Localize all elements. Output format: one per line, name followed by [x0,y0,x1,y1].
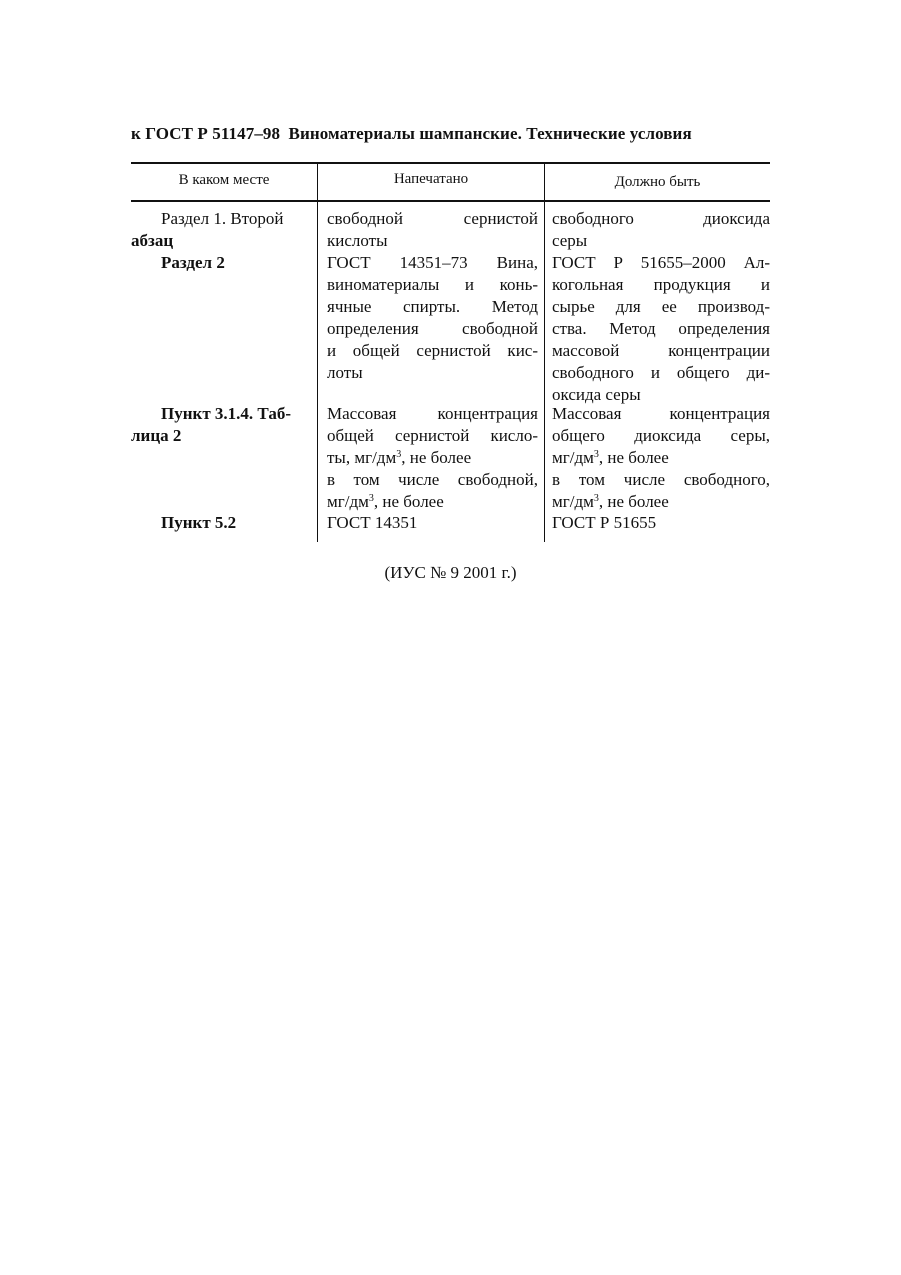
column-header-should-be: Должно быть [614,174,701,190]
cell-line: определения свободной [327,319,538,338]
table-row-4-printed [327,512,538,534]
cell-line: ГОСТ 14351 [327,513,418,532]
cell-line: общей сернистой кисло- [327,426,538,445]
cell-line: виноматериалы и конь- [327,275,538,294]
column-header-place: В каком месте [178,172,270,188]
cell-line: Раздел 2 [161,253,225,272]
table-row-1-place [131,208,311,252]
column-header-printed: Напечатано [393,171,469,187]
cell-line: и общей сернистой кис- [327,341,538,360]
cell-line: в том числе свободного, [552,470,770,489]
cell-line [327,491,538,513]
table-row-2-should-be [552,252,770,406]
cell-line: абзац [131,231,174,250]
superscript: 3 [593,449,599,460]
cell-text: , не более [598,492,669,511]
cell-text: , не более [373,492,444,511]
cell-line: кислоты [327,231,388,250]
cell-text: мг/дм [552,448,594,467]
table-row-1-printed [327,208,538,252]
cell-line: общего диоксида серы, [552,426,770,445]
cell-line: ГОСТ Р 51655 [552,513,657,532]
table-row-2-place [131,252,311,274]
column-divider [317,163,318,542]
table-row-4-place [131,512,311,534]
source-note: (ИУС № 9 2001 г.) [384,563,517,582]
cell-line: сырье для ее производ- [552,297,770,316]
table-row-3-place [131,403,311,447]
cell-text: , не более [401,448,472,467]
cell-line [552,491,770,513]
cell-line: оксида серы [552,385,641,404]
cell-line: свободного и общего ди- [552,363,770,382]
cell-text: , не более [598,448,669,467]
page-title [131,124,771,144]
cell-line: Массовая концентрация [552,404,770,423]
cell-line: ячные спирты. Метод [327,297,538,316]
cell-line: ства. Метод определения [552,319,770,338]
cell-line [327,447,538,469]
cell-line: Массовая концентрация [327,404,538,423]
table-row-3-should-be [552,403,770,513]
superscript: 3 [368,493,374,504]
superscript: 3 [593,493,599,504]
table-header-rule [131,200,770,202]
cell-line: в том числе свободной, [327,470,538,489]
cell-text: мг/дм [552,492,594,511]
column-divider [544,163,545,542]
cell-text: мг/дм [327,492,369,511]
document-name: Виноматериалы шампанские. Технические условия [288,124,692,143]
cell-line: серы [552,231,588,250]
table-row-1-should-be [552,208,770,252]
cell-line: Пункт 5.2 [161,513,237,532]
cell-line: ГОСТ 14351–73 Вина, [327,253,538,272]
cell-line: свободной сернистой [327,209,538,228]
cell-line: массовой концентрации [552,341,770,360]
document-reference: к ГОСТ Р 51147–98 [131,124,281,143]
cell-text: ты, мг/дм [327,448,397,467]
cell-line: лоты [327,363,363,382]
cell-line [552,447,770,469]
cell-line: Раздел 1. Второй [161,209,284,228]
cell-line: свободного диоксида [552,209,770,228]
cell-line: ГОСТ Р 51655–2000 Ал- [552,253,770,272]
table-row-4-should-be [552,512,770,534]
cell-text: Пункт 3.1.4. Таб- [161,404,291,423]
cell-line: лица 2 [131,426,182,445]
table-row-2-printed [327,252,538,384]
cell-line [131,403,311,425]
cell-line: когольная продукция и [552,275,770,294]
table-row-3-printed [327,403,538,513]
superscript: 3 [396,449,402,460]
table-top-rule [131,162,770,164]
